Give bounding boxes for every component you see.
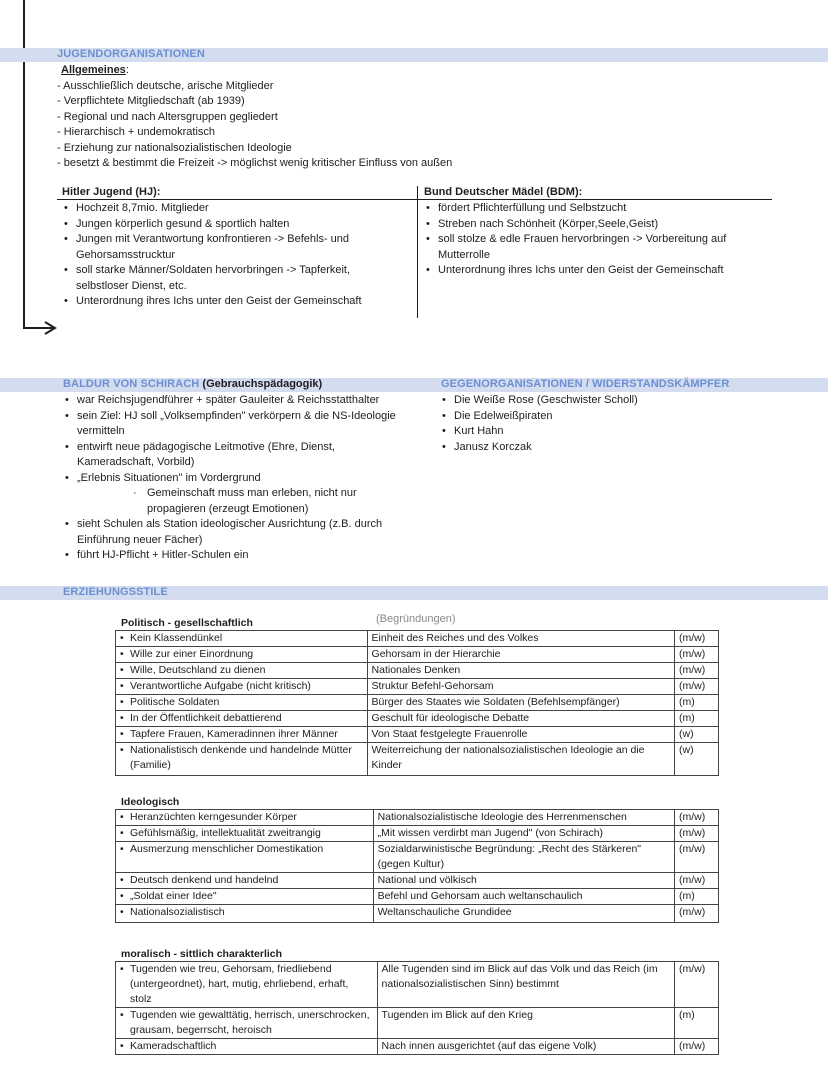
list-item: • entwirft neue pädagogische Leitmotive (Ehre, Dienst, Kameradschaft, Vorbild) <box>77 440 408 471</box>
table-cell: Gehorsam in der Hierarchie <box>367 647 674 663</box>
table-cell <box>116 631 368 647</box>
table-row <box>116 1039 719 1055</box>
bdm-list-wrap <box>424 201 764 279</box>
gegen-list-wrap <box>440 393 760 455</box>
table-cell <box>116 842 374 873</box>
table-row <box>116 663 719 679</box>
table-cell: Einheit des Reiches und des Volkes <box>367 631 674 647</box>
columns-divider-horizontal <box>57 199 772 200</box>
list-item: • Die Weiße Rose (Geschwister Scholl) <box>454 393 760 409</box>
bdm-list <box>424 201 764 279</box>
cell-text: • Politische Soldaten <box>120 695 363 710</box>
list-item: - Hierarchisch + undemokratisch <box>57 126 216 138</box>
gegen-list <box>440 393 760 455</box>
cell-text: • „Soldat einer Idee" <box>120 889 369 904</box>
schirach-list-2 <box>63 517 408 564</box>
table-cell: Alle Tugenden sind im Blick auf das Volk und das Reich (im nationalsozialistischen Sinn) bestimmt <box>377 962 674 1008</box>
list-item: • Jungen mit Verantwortung konfrontieren -> Befehls- und Gehorsamsstrucktur <box>76 232 402 263</box>
table-cell: (m/w) <box>675 905 719 923</box>
table-cell: (m/w) <box>675 962 719 1008</box>
table-cell: Von Staat festgelegte Frauenrolle <box>367 727 674 743</box>
section-title-erziehung: ERZIEHUNGSSTILE <box>63 586 168 598</box>
cell-text: • Tugenden wie treu, Gehorsam, friedliebend (untergeordnet), hart, mutig, ehrliebend, erhaft, stolz <box>120 962 373 1007</box>
bdm-title: Bund Deutscher Mädel (BDM): <box>424 186 583 198</box>
table-cell: Nationalsozialistische Ideologie des Herrenmenschen <box>373 810 674 826</box>
table-cell <box>116 889 374 905</box>
cell-text: • Tapfere Frauen, Kameradinnen ihrer Männer <box>120 727 363 742</box>
table-cell <box>116 743 368 776</box>
table-row <box>116 905 719 923</box>
arrow-right-icon <box>44 321 58 335</box>
cell-text: • Kameradschaftlich <box>120 1039 373 1054</box>
table-cell <box>116 810 374 826</box>
table-row <box>116 826 719 842</box>
table-moralisch <box>115 961 719 1055</box>
allgemeines-block: Allgemeines: - Ausschließlich deutsche, arische Mitglieder - Verpflichtete Mitgliedschaft (ab 1939) - Regional und nach Altersgruppen gegliedert - Hierarchisch + undemokratisch - Erziehung zur nationalsozialistischen Ideologie - besetzt & bestimmt die Freizeit -> möglichst wenig kritischer Einfluss von außen <box>57 63 452 172</box>
table-cell <box>116 962 378 1008</box>
cell-text: • Verantwortliche Aufgabe (nicht kritisch) <box>120 679 363 694</box>
cell-text: • Ausmerzung menschlicher Domestikation <box>120 842 369 857</box>
table-row <box>116 727 719 743</box>
allgemeines-label: Allgemeines <box>61 64 126 76</box>
cell-text: • Gefühlsmäßig, intellektualität zweitrangig <box>120 826 369 841</box>
table-cell: (m) <box>675 711 719 727</box>
table-row <box>116 873 719 889</box>
table-cell: (m/w) <box>675 826 719 842</box>
schirach-sub-item: · Gemeinschaft muss man erleben, nicht nur propagieren (erzeugt Emotionen) <box>133 487 357 515</box>
cell-text: • Wille zur einer Einordnung <box>120 647 363 662</box>
table-row <box>116 743 719 776</box>
table-cell: (m/w) <box>675 663 719 679</box>
table-cell: Geschult für ideologische Debatte <box>367 711 674 727</box>
list-item: • soll starke Männer/Soldaten hervorbringen -> Tapferkeit, selbstloser Dienst, etc. <box>76 263 402 294</box>
table-title-politisch: Politisch - gesellschaftlich <box>121 617 253 629</box>
list-item: • Janusz Korczak <box>454 440 760 456</box>
table-cell: Nach innen ausgerichtet (auf das eigene Volk) <box>377 1039 674 1055</box>
list-item: • „Erlebnis Situationen" im Vordergrund <box>77 471 408 487</box>
table-cell <box>116 1039 378 1055</box>
table-cell: Nationales Denken <box>367 663 674 679</box>
table-cell <box>116 1008 378 1039</box>
cell-text: • Deutsch denkend und handelnd <box>120 873 369 888</box>
schirach-heading <box>63 377 322 393</box>
table-cell: Bürger des Staates wie Soldaten (Befehlsempfänger) <box>367 695 674 711</box>
table-cell: (m/w) <box>675 631 719 647</box>
section-title-gegen: GEGENORGANISATIONEN / WIDERSTANDSKÄMPFER <box>441 378 730 390</box>
table-cell <box>116 679 368 695</box>
table-cell: (m/w) <box>675 873 719 889</box>
cell-text: • Nationalistisch denkende und handelnde Mütter (Familie) <box>120 743 363 773</box>
list-item: - Regional und nach Altersgruppen gegliedert <box>57 110 278 123</box>
columns-divider-vertical <box>417 186 418 318</box>
list-item: - besetzt & bestimmt die Freizeit -> möglichst wenig kritischer Einfluss von außen <box>57 157 453 169</box>
list-item: • war Reichsjugendführer + später Gauleiter & Reichsstatthalter <box>77 393 408 409</box>
table-cell: (m/w) <box>675 810 719 826</box>
table-cell <box>116 695 368 711</box>
table-cell <box>116 873 374 889</box>
table-row <box>116 695 719 711</box>
section-title-schirach: BALDUR VON SCHIRACH <box>63 378 200 390</box>
table-cell: (w) <box>675 743 719 776</box>
table-row <box>116 962 719 1008</box>
table-cell: (m) <box>675 1008 719 1039</box>
list-item: • fördert Pflichterfüllung und Selbstzucht <box>438 201 764 217</box>
schirach-list <box>63 393 408 486</box>
cell-text: • Kein Klassendünkel <box>120 631 363 646</box>
list-item: • Die Edelweißpiraten <box>454 409 760 425</box>
table-cell: (w) <box>675 727 719 743</box>
list-item: • soll stolze & edle Frauen hervorbringen -> Vorbereitung auf Mutterrolle <box>438 232 764 263</box>
schirach-title-suffix: (Gebrauchspädagogik) <box>202 378 323 390</box>
table-cell: Befehl und Gehorsam auch weltanschaulich <box>373 889 674 905</box>
list-item: • führt HJ-Pflicht + Hitler-Schulen ein <box>77 548 408 564</box>
cell-text: • Tugenden wie gewalttätig, herrisch, unerschrocken, grausam, begerrscht, heroisch <box>120 1008 373 1038</box>
list-item: - Ausschließlich deutsche, arische Mitglieder <box>57 79 274 92</box>
table-row <box>116 711 719 727</box>
list-item: • Streben nach Schönheit (Körper,Seele,Geist) <box>438 217 764 233</box>
table-title-ideologisch: Ideologisch <box>121 796 180 808</box>
list-item: • sieht Schulen als Station ideologischer Ausrichtung (z.B. durch Einführung neuer Fächer) <box>77 517 408 548</box>
list-item: • Hochzeit 8,7mio. Mitglieder <box>76 201 402 217</box>
table-cell <box>116 647 368 663</box>
table-row <box>116 631 719 647</box>
table-cell: National und völkisch <box>373 873 674 889</box>
table-cell: Weltanschauliche Grundidee <box>373 905 674 923</box>
table-cell: (m) <box>675 695 719 711</box>
list-item: • sein Ziel: HJ soll „Volksempfinden" verkörpern & die NS-Ideologie vermitteln <box>77 409 408 440</box>
table-row <box>116 647 719 663</box>
table-row <box>116 1008 719 1039</box>
begruendungen-label: (Begründungen) <box>376 613 456 625</box>
table-cell: (m/w) <box>675 842 719 873</box>
table-ideologisch <box>115 809 719 923</box>
hj-list-wrap <box>62 201 402 310</box>
table-cell <box>116 663 368 679</box>
table-cell: Sozialdarwinistische Begründung: „Recht des Stärkeren" (gegen Kultur) <box>373 842 674 873</box>
table-cell: (m/w) <box>675 647 719 663</box>
cell-text: • Nationalsozialistisch <box>120 905 369 920</box>
schirach-list-wrap <box>63 393 408 564</box>
hj-list <box>62 201 402 310</box>
table-cell <box>116 905 374 923</box>
cell-text: • Wille, Deutschland zu dienen <box>120 663 363 678</box>
table-cell: (m) <box>675 889 719 905</box>
table-row <box>116 889 719 905</box>
list-item: • Unterordnung ihres Ichs unter den Geist der Gemeinschaft <box>76 294 402 310</box>
table-row <box>116 810 719 826</box>
table-title-moralisch: moralisch - sittlich charakterlich <box>121 948 283 960</box>
list-item: • Unterordnung ihres Ichs unter den Geist der Gemeinschaft <box>438 263 764 279</box>
table-cell <box>116 711 368 727</box>
list-item: - Erziehung zur nationalsozialistischen Ideologie <box>57 141 292 154</box>
list-item: • Kurt Hahn <box>454 424 760 440</box>
allgemeines-list <box>57 79 452 172</box>
table-cell: (m/w) <box>675 1039 719 1055</box>
table-cell: Weiterreichung der nationalsozialistischen Ideologie an die Kinder <box>367 743 674 776</box>
section-title-jugend: JUGENDORGANISATIONEN <box>57 48 205 60</box>
table-cell: Struktur Befehl-Gehorsam <box>367 679 674 695</box>
hj-title: Hitler Jugend (HJ): <box>62 186 161 198</box>
cell-text: • Heranzüchten kerngesunder Körper <box>120 810 369 825</box>
table-cell <box>116 727 368 743</box>
table-cell: Tugenden im Blick auf den Krieg <box>377 1008 674 1039</box>
table-politisch <box>115 630 719 776</box>
table-row <box>116 842 719 873</box>
list-item: - Verpflichtete Mitgliedschaft (ab 1939) <box>57 95 245 107</box>
table-row <box>116 679 719 695</box>
list-item: • Jungen körperlich gesund & sportlich halten <box>76 217 402 233</box>
table-cell: (m/w) <box>675 679 719 695</box>
table-cell: „Mit wissen verdirbt man Jugend" (von Schirach) <box>373 826 674 842</box>
table-cell <box>116 826 374 842</box>
cell-text: • In der Öffentlichkeit debattierend <box>120 711 363 726</box>
